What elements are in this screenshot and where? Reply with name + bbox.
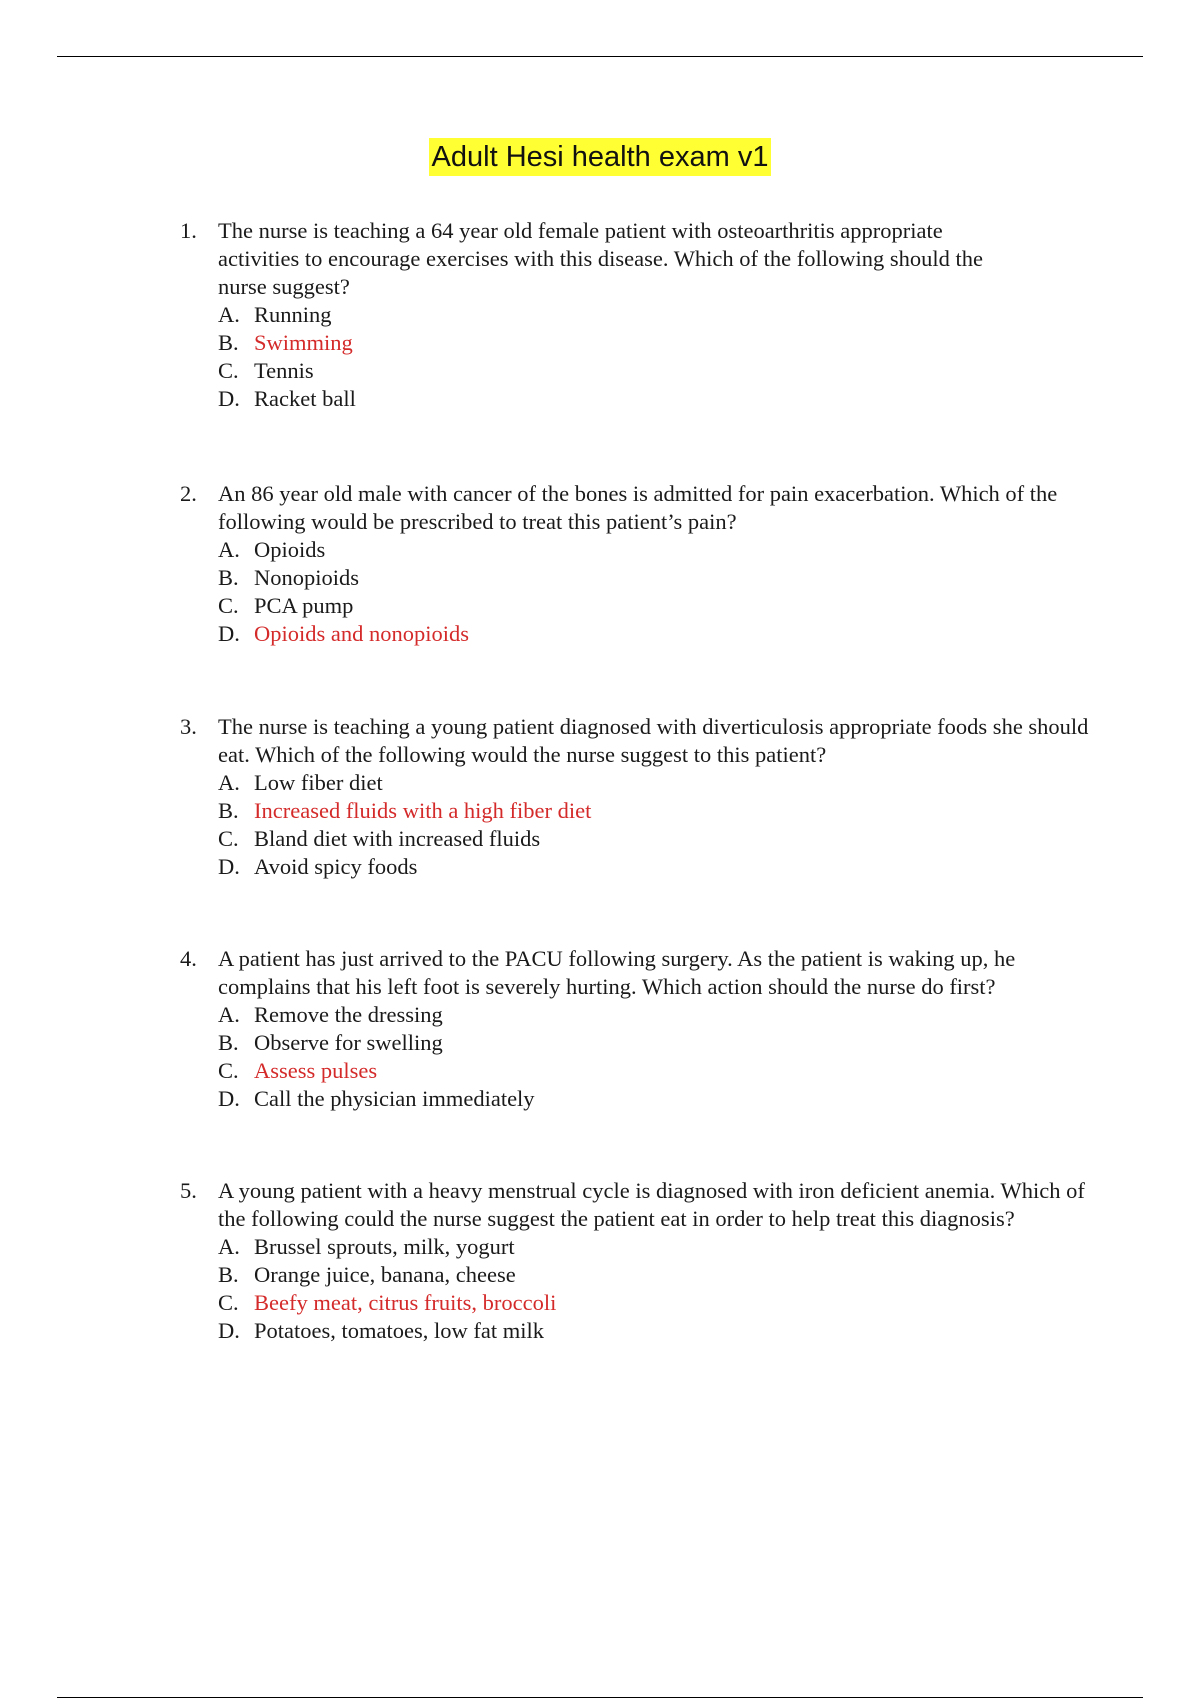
option-text: Bland diet with increased fluids — [254, 826, 541, 851]
option-text: Brussel sprouts, milk, yogurt — [254, 1234, 515, 1259]
option-d — [218, 853, 1110, 881]
option-letter: C. — [218, 1058, 239, 1083]
question-5 — [180, 1177, 1085, 1345]
option-text: Nonopioids — [254, 565, 360, 590]
option-letter: A. — [218, 537, 240, 562]
question-text: A patient has just arrived to the PACU following surgery. As the patient is waking up, he complains that his left foot is severely hurting. Which action should the nurse do first? — [218, 946, 1016, 999]
option-d-correct — [218, 620, 1100, 648]
option-list — [218, 1001, 1095, 1113]
option-a — [218, 301, 1015, 329]
option-text: Assess pulses — [254, 1058, 378, 1083]
option-text: PCA pump — [254, 593, 354, 618]
question-3 — [180, 713, 1110, 881]
question-number: 2. — [180, 481, 197, 506]
question-number: 3. — [180, 714, 197, 739]
question-number: 4. — [180, 946, 197, 971]
option-d — [218, 1085, 1095, 1113]
question-text: A young patient with a heavy menstrual cycle is diagnosed with iron deficient anemia. Which of the following could the nurse suggest the patient eat in order to help treat this diagnosis? — [218, 1178, 1085, 1231]
option-text: Swimming — [254, 330, 353, 355]
option-letter: B. — [218, 1262, 239, 1287]
option-b-correct — [218, 329, 1015, 357]
option-list — [218, 301, 1015, 413]
option-text: Observe for swelling — [254, 1030, 443, 1055]
option-c — [218, 592, 1100, 620]
option-letter: C. — [218, 593, 239, 618]
option-letter: D. — [218, 1086, 240, 1111]
option-letter: B. — [218, 330, 239, 355]
option-a — [218, 536, 1100, 564]
option-letter: B. — [218, 1030, 239, 1055]
option-d — [218, 1317, 1085, 1345]
option-c-correct — [218, 1057, 1095, 1085]
option-text: Increased fluids with a high fiber diet — [254, 798, 592, 823]
option-letter: D. — [218, 854, 240, 879]
option-letter: D. — [218, 386, 240, 411]
question-2 — [180, 480, 1100, 648]
option-b-correct — [218, 797, 1110, 825]
option-text: Low fiber diet — [254, 770, 383, 795]
option-letter: A. — [218, 1234, 240, 1259]
option-letter: A. — [218, 1002, 240, 1027]
option-c — [218, 825, 1110, 853]
option-letter: A. — [218, 770, 240, 795]
question-text: An 86 year old male with cancer of the bones is admitted for pain exacerbation. Which of the following would be prescribed to treat this patient’s pain? — [218, 481, 1058, 534]
option-b — [218, 1261, 1085, 1289]
option-d — [218, 385, 1015, 413]
bottom-rule — [57, 1697, 1143, 1698]
option-text: Avoid spicy foods — [254, 854, 418, 879]
option-a — [218, 1233, 1085, 1261]
option-c-correct — [218, 1289, 1085, 1317]
document-title: Adult Hesi health exam v1 — [429, 138, 772, 176]
option-letter: B. — [218, 565, 239, 590]
option-c — [218, 357, 1015, 385]
option-text: Orange juice, banana, cheese — [254, 1262, 516, 1287]
option-text: Racket ball — [254, 386, 356, 411]
option-letter: C. — [218, 826, 239, 851]
question-number: 5. — [180, 1178, 197, 1203]
option-list — [218, 1233, 1085, 1345]
option-text: Opioids — [254, 537, 326, 562]
option-text: Potatoes, tomatoes, low fat milk — [254, 1318, 544, 1343]
question-4 — [180, 945, 1095, 1113]
question-1 — [180, 217, 1015, 413]
question-number: 1. — [180, 218, 197, 243]
option-list — [218, 769, 1110, 881]
option-text: Tennis — [254, 358, 314, 383]
option-text: Opioids and nonopioids — [254, 621, 470, 646]
question-text: The nurse is teaching a 64 year old female patient with osteoarthritis appropriate activities to encourage exercises with this disease. Which of the following should the nurse suggest? — [218, 218, 984, 299]
option-letter: D. — [218, 1318, 240, 1343]
question-text: The nurse is teaching a young patient diagnosed with diverticulosis appropriate foods she should eat. Which of the following would the nurse suggest to this patient? — [218, 714, 1089, 767]
option-a — [218, 769, 1110, 797]
option-text: Remove the dressing — [254, 1002, 443, 1027]
option-list — [218, 536, 1100, 648]
option-a — [218, 1001, 1095, 1029]
option-letter: B. — [218, 798, 239, 823]
option-letter: A. — [218, 302, 240, 327]
option-text: Beefy meat, citrus fruits, broccoli — [254, 1290, 557, 1315]
option-b — [218, 1029, 1095, 1057]
option-letter: C. — [218, 1290, 239, 1315]
option-b — [218, 564, 1100, 592]
title-container — [0, 138, 1200, 176]
option-letter: C. — [218, 358, 239, 383]
option-text: Call the physician immediately — [254, 1086, 535, 1111]
top-rule — [57, 56, 1143, 57]
option-text: Running — [254, 302, 332, 327]
option-letter: D. — [218, 621, 240, 646]
